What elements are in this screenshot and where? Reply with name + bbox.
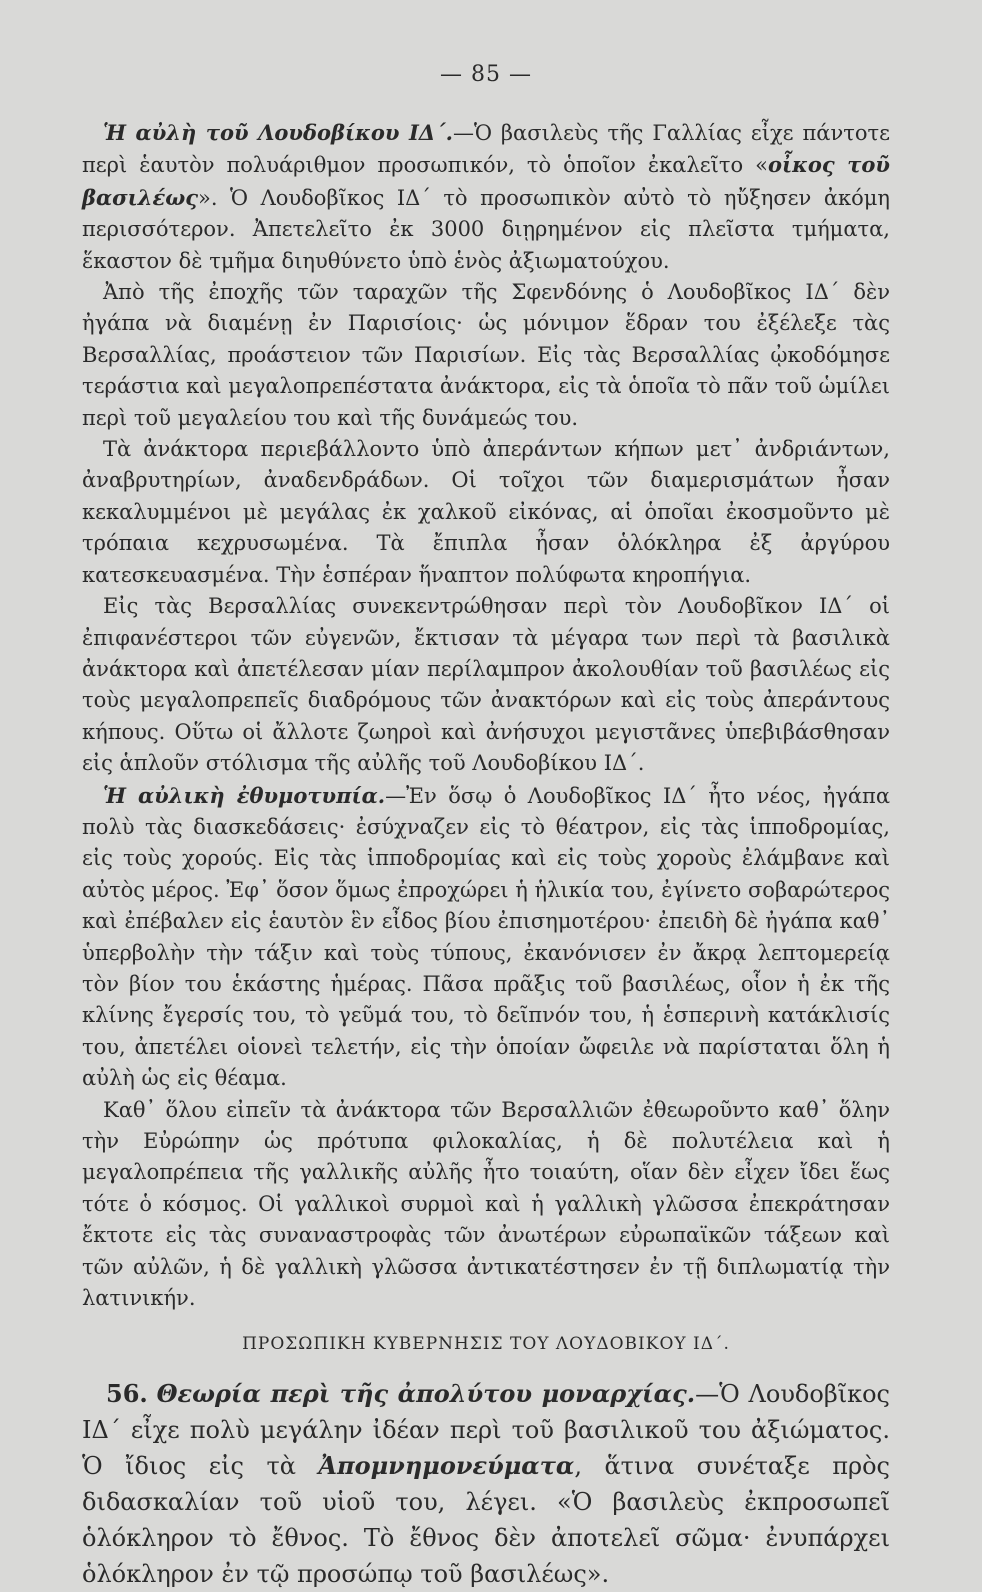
paragraph-number: 56. bbox=[106, 1379, 148, 1409]
p2-text: Ἀπὸ τῆς ἐποχῆς τῶν ταραχῶν τῆς Σφενδόνης ὁ Λουδοβῖκος ΙΔ΄ δὲν ἠγάπα νὰ διαμένῃ ἐν Παρισίοις· ὡς μόνιμον ἕδραν του ἐξέλεξε τὰς Βερσαλλίας, προάστειον τῶν Παρισίων. Εἰς τὰς Βερσαλλίας ᾠκοδόμησε τεράστια καὶ μεγαλοπρεπέστατα ἀνάκτορα, εἰς τὰ ὁποῖα τὸ πᾶν τοῦ ὡμίλει περὶ τοῦ μεγαλείου του καὶ τῆς δυνάμεώς του. bbox=[82, 280, 890, 430]
section-heading: ΠΡΟΣΩΠΙΚΗ ΚΥΒΕΡΝΗΣΙΣ ΤΟΥ ΛΟΥΔΟΒΙΚΟΥ ΙΔ΄. bbox=[242, 1334, 730, 1355]
p6-text: Καθ᾽ ὅλου εἰπεῖν τὰ ἀνάκτορα τῶν Βερσαλλιῶν ἐθεωροῦντο καθ᾽ ὅλην τὴν Εὐρώπην ὡς πρότυπα φιλοκαλίας, ἡ δὲ πολυτέλεια καὶ ἡ μεγαλοπρέπεια τῆς γαλλικῆς αὐλῆς ἦτο τοιαύτη, οἵαν δὲν εἶχεν ἴδει ἕως τότε ὁ κόσμος. Οἱ γαλλικοὶ συρμοὶ καὶ ἡ γαλλικὴ γλῶσσα ἐπεκράτησαν ἔκτοτε εἰς τὰς συναναστροφὰς τῶν ἀνωτέρων εὐρωπαϊκῶν τάξεων καὶ τῶν αὐλῶν, ἡ δὲ γαλλικὴ γλῶσσα ἀντικατέστησεν ἐν τῇ διπλωματίᾳ τὴν λατινικήν. bbox=[82, 1097, 890, 1311]
run-in-heading-court: Ἡ αὐλὴ τοῦ Λουδοβίκου ΙΔ΄. bbox=[103, 120, 453, 145]
court-text-2: ». Ὁ Λουδοβῖκος ΙΔ΄ τὸ προσωπικὸν αὐτὸ τὸ ηὔξησεν ἀκόμη περισσότερον. Ἀπετελεῖτο ἐκ 3000 διῃρημένον εἰς πλεῖστα τμήματα, ἕκαστον δὲ τμῆμα διηυθύνετο ὑπὸ ἑνὸς ἀξιωματούχου. bbox=[82, 185, 890, 273]
para56-text-1: —Ὁ Λουδοβῖκος ΙΔ΄ εἶχε πολὺ μεγάλην ἰδέαν περὶ τοῦ βασιλικοῦ του ἀξιώματος. Ὁ ἴδιος εἰς τὰ bbox=[82, 1380, 890, 1481]
paragraph-etiquette bbox=[82, 780, 890, 1095]
p3-text: Τὰ ἀνάκτορα περιεβάλλοντο ὑπὸ ἀπεράντων κήπων μετ᾽ ἀνδριάντων, ἀναβρυτηρίων, ἀναδενδράδων. Οἱ τοῖχοι τῶν διαμερισμάτων ἦσαν κεκαλυμμένοι μὲ μεγάλας ἐκ χαλκοῦ εἰκόνας, αἱ ὁποῖαι ἐκοσμοῦντο μὲ τρόπαια κεχρυσωμένα. Τὰ ἔπιπλα ἦσαν ὁλόκληρα ἐξ ἀργύρου κατεσκευασμένα. Τὴν ἑσπέραν ἥναπτον πολύφωτα κηροπήγια. bbox=[82, 437, 890, 587]
paragraph-court bbox=[82, 117, 890, 277]
page-number: — 85 — bbox=[440, 62, 532, 87]
para56-text-2: , ἅτινα συνέταξε πρὸς διδασκαλίαν τοῦ υἱοῦ του, λέγει. «Ὁ βασιλεὺς ἐκπροσωπεῖ ὁλόκληρον τὸ ἔθνος. Τὸ ἔθνος δὲν ἀποτελεῖ σῶμα· ἐνυπάρχει ὁλόκληρον ἐν τῷ προσώπῳ τοῦ βασιλέως». bbox=[82, 1452, 890, 1589]
paragraph-versailles-move bbox=[82, 277, 890, 434]
etiquette-text: —Ἐν ὅσῳ ὁ Λουδοβῖκος ΙΔ΄ ἦτο νέος, ἠγάπα πολὺ τὰς διασκεδάσεις· ἐσύχναζεν εἰς τὸ θέατρον, εἰς τὰς ἱπποδρομίας, εἰς τοὺς χορούς. Εἰς τὰς ἱπποδρομίας καὶ εἰς τοὺς χοροὺς ἐλάμβανε καὶ αὐτὸς μέρος. Ἐφ᾽ ὅσον ὅμως ἐπροχώρει ἡ ἡλικία του, ἐγίνετο σοβαρώτερος καὶ ἐπέβαλεν εἰς ἑαυτὸν ἓν εἶδος βίου ἐπισημοτέρου· ἐπειδὴ δὲ ἠγάπα καθ᾽ ὑπερβολὴν τὴν τάξιν καὶ τοὺς τύπους, ἐκανόνισεν ἐν ἄκρᾳ λεπτομερείᾳ τὸν βίον του ἑκάστης ἡμέρας. Πᾶσα πρᾶξις τοῦ βασιλέως, οἷον ἡ ἐκ τῆς κλίνης ἔγερσίς του, τὸ γεῦμά του, τὸ δεῖπνόν του, ἡ ἑσπερινὴ κατάκλισίς του, ἀπετέλει οἱονεὶ τελετήν, εἰς τὴν ὁποίαν ὤφειλε νὰ παρίσταται ὅλη ἡ αὐλὴ ὡς εἰς θέαμα. bbox=[82, 783, 890, 1091]
book-title-memoirs: Ἀπομνημονεύματα bbox=[318, 1451, 575, 1481]
p4-text: Εἰς τὰς Βερσαλλίας συνεκεντρώθησαν περὶ τὸν Λουδοβῖκον ΙΔ΄ οἱ ἐπιφανέστεροι τῶν εὐγενῶν, ἔκτισαν τὰ μέγαρα των περὶ τὰ βασιλικὰ ἀνάκτορα καὶ ἀπετέλεσαν μίαν περίλαμπρον ἀκολουθίαν τοῦ βασιλέως εἰς τοὺς μεγαλοπρεπεῖς διαδρόμους τῶν ἀνακτόρων καὶ εἰς τοὺς ἀπεράντους κήπους. Οὕτω οἱ ἄλλοτε ζωηροὶ καὶ ἀνήσυχοι μεγιστᾶνες ὑπεβιβάσθησαν εἰς ἁπλοῦν στόλισμα τῆς αὐλῆς τοῦ Λουδοβίκου ΙΔ΄. bbox=[82, 594, 890, 776]
term-royal-household: οἶκος τοῦ βασιλέως bbox=[82, 152, 890, 210]
paragraph-european-model bbox=[82, 1095, 890, 1315]
run-in-heading-monarchy: Θεωρία περὶ τῆς ἀπολύτου μοναρχίας. bbox=[156, 1379, 696, 1409]
paragraph-palaces bbox=[82, 434, 890, 591]
paragraph-nobles bbox=[82, 591, 890, 779]
paragraph-56 bbox=[82, 1376, 890, 1592]
court-text-1: —Ὁ βασιλεὺς τῆς Γαλλίας εἶχε πάντοτε περὶ ἑαυτὸν πολυάριθμον προσωπικόν, τὸ ὁποῖον ἐκαλεῖτο « bbox=[82, 121, 890, 178]
run-in-heading-etiquette: Ἡ αὐλικὴ ἐθυμοτυπία. bbox=[103, 782, 386, 808]
